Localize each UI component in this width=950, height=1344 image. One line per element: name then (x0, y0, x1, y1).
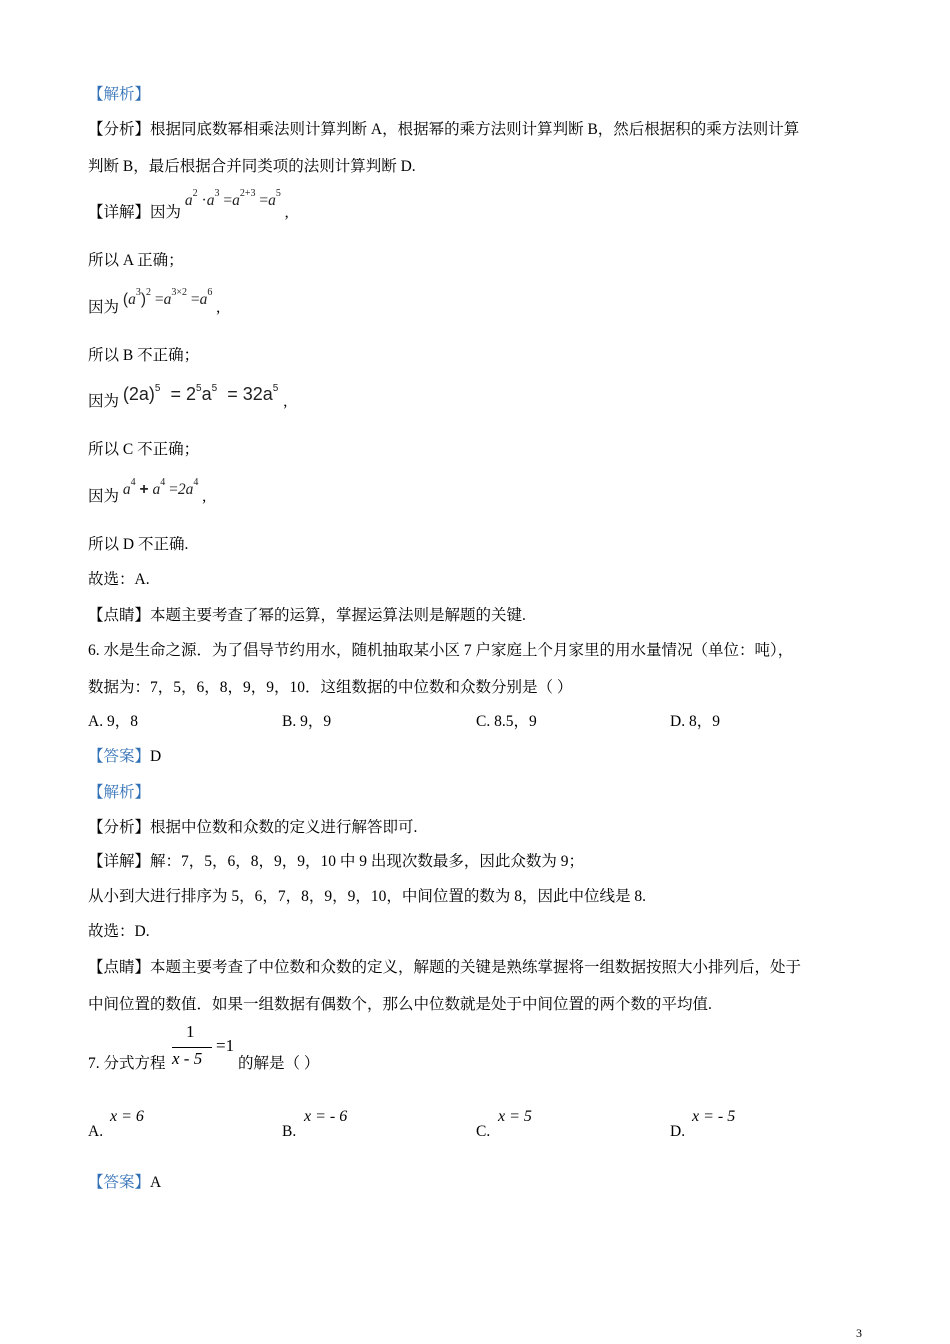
q7-option-b-letter: B. (282, 1123, 297, 1140)
q7-option-c-letter: C. (476, 1123, 491, 1140)
q7-option-a-expr: x = 6 (110, 1108, 144, 1125)
conclusion-c: 所以 C 不正确； (88, 441, 200, 458)
equation-1: $a^2 \cdot a^3 =a^{2+3} =a^5$ (184, 188, 281, 209)
detail-line-4: 因为 $a^4 + a^4 =2a^4$ , (88, 477, 207, 505)
analysis-text-cont: 判断 B，最后根据合并同类项的法则计算判断 D. (88, 158, 416, 175)
q7-option-c-expr: x = 5 (498, 1108, 532, 1125)
answer-value: D (150, 748, 162, 765)
equation-4: $a^4 + a^4 =2a^4$ (122, 477, 199, 498)
question-6-text-cont: 数据为：7，5，6，8，9，9，10．这组数据的中位数和众数分别是（ ） (88, 679, 573, 696)
fraction-numerator: 1 (186, 1022, 195, 1041)
q7-option-b-expr: x = - 6 (304, 1108, 348, 1125)
fraction-equals: =1 (216, 1036, 235, 1055)
detail-line-3: 因为 $(2a)^5 = 2^5a^5 = 32a^5$ , (88, 383, 288, 410)
fraction-bar (172, 1047, 212, 1048)
q6-option-c: C. 8.5，9 (476, 713, 537, 730)
question-6-text: 6. 水是生命之源．为了倡导节约用水，随机抽取某小区 7 户家庭上个月家里的用水量情况（单位：吨）， (88, 642, 794, 659)
question-7-prefix: 7. 分式方程 (88, 1055, 166, 1072)
detail-text-q6: 【详解】解：7，5，6，8，9，9，10 中 9 出现次数最多，因此众数为 9； (88, 853, 585, 870)
answer-choice-q6: 故选：D. (88, 923, 150, 940)
section-label-analysis: 【解析】 (88, 86, 151, 103)
comment-text: 【点睛】本题主要考查了幂的运算，掌握运算法则是解题的关键. (88, 607, 526, 624)
answer-label-q7: 【答案】 (88, 1174, 151, 1191)
comment-text-q6-cont: 中间位置的数值．如果一组数据有偶数个，那么中位数就是处于中间位置的两个数的平均值. (88, 996, 712, 1013)
answer-line-q7 (88, 1170, 161, 1192)
conclusion-b: 所以 B 不正确； (88, 347, 200, 364)
analysis-text: 【分析】根据同底数幂相乘法则计算判断 A，根据幂的乘方法则计算判断 B，然后根据积的乘方法则计算 (88, 121, 800, 138)
fraction-denominator: x - 5 (172, 1049, 203, 1068)
equation-2: $(a^3)^2 =a^{3\times 2} =a^6$ (122, 287, 213, 308)
q7-option-a-letter: A. (88, 1123, 104, 1140)
conclusion-d: 所以 D 不正确. (88, 536, 189, 553)
detail-prefix: 【详解】因为 (88, 204, 182, 221)
detail-line-2: 因为 $(a^3)^2 =a^{3\times 2} =a^6$ , (88, 287, 221, 316)
answer-value-q7: A (150, 1174, 162, 1191)
equation-3: $(2a)^5 = 2^5a^5 = 32a^5$ (122, 383, 279, 404)
answer-choice: 故选：A. (88, 571, 150, 588)
q6-option-b: B. 9，9 (282, 713, 332, 730)
conclusion-a: 所以 A 正确； (88, 252, 184, 269)
section-label-analysis-q6: 【解析】 (88, 784, 151, 801)
detail-line-1: 【详解】因为 $a^2 \cdot a^3 =a^{2+3} =a^5$ , (88, 188, 289, 221)
comment-text-q6: 【点睛】本题主要考查了中位数和众数的定义，解题的关键是熟练掌握将一组数据按照大小排列后，处于 (88, 959, 802, 976)
q6-option-d: D. 8，9 (670, 713, 720, 730)
page-number: 3 (856, 1326, 862, 1340)
answer-line-q6 (88, 744, 161, 766)
answer-label: 【答案】 (88, 748, 151, 765)
question-7-suffix: 的解是（ ） (238, 1055, 320, 1072)
q7-option-d-letter: D. (670, 1123, 686, 1140)
q6-option-a: A. 9，8 (88, 713, 138, 730)
analysis-text-q6: 【分析】根据中位数和众数的定义进行解答即可. (88, 819, 418, 836)
q7-option-d-expr: x = - 5 (692, 1108, 736, 1125)
detail-text-q6-cont: 从小到大进行排序为 5，6，7，8，9，9，10，中间位置的数为 8，因此中位线是 8. (88, 888, 647, 905)
